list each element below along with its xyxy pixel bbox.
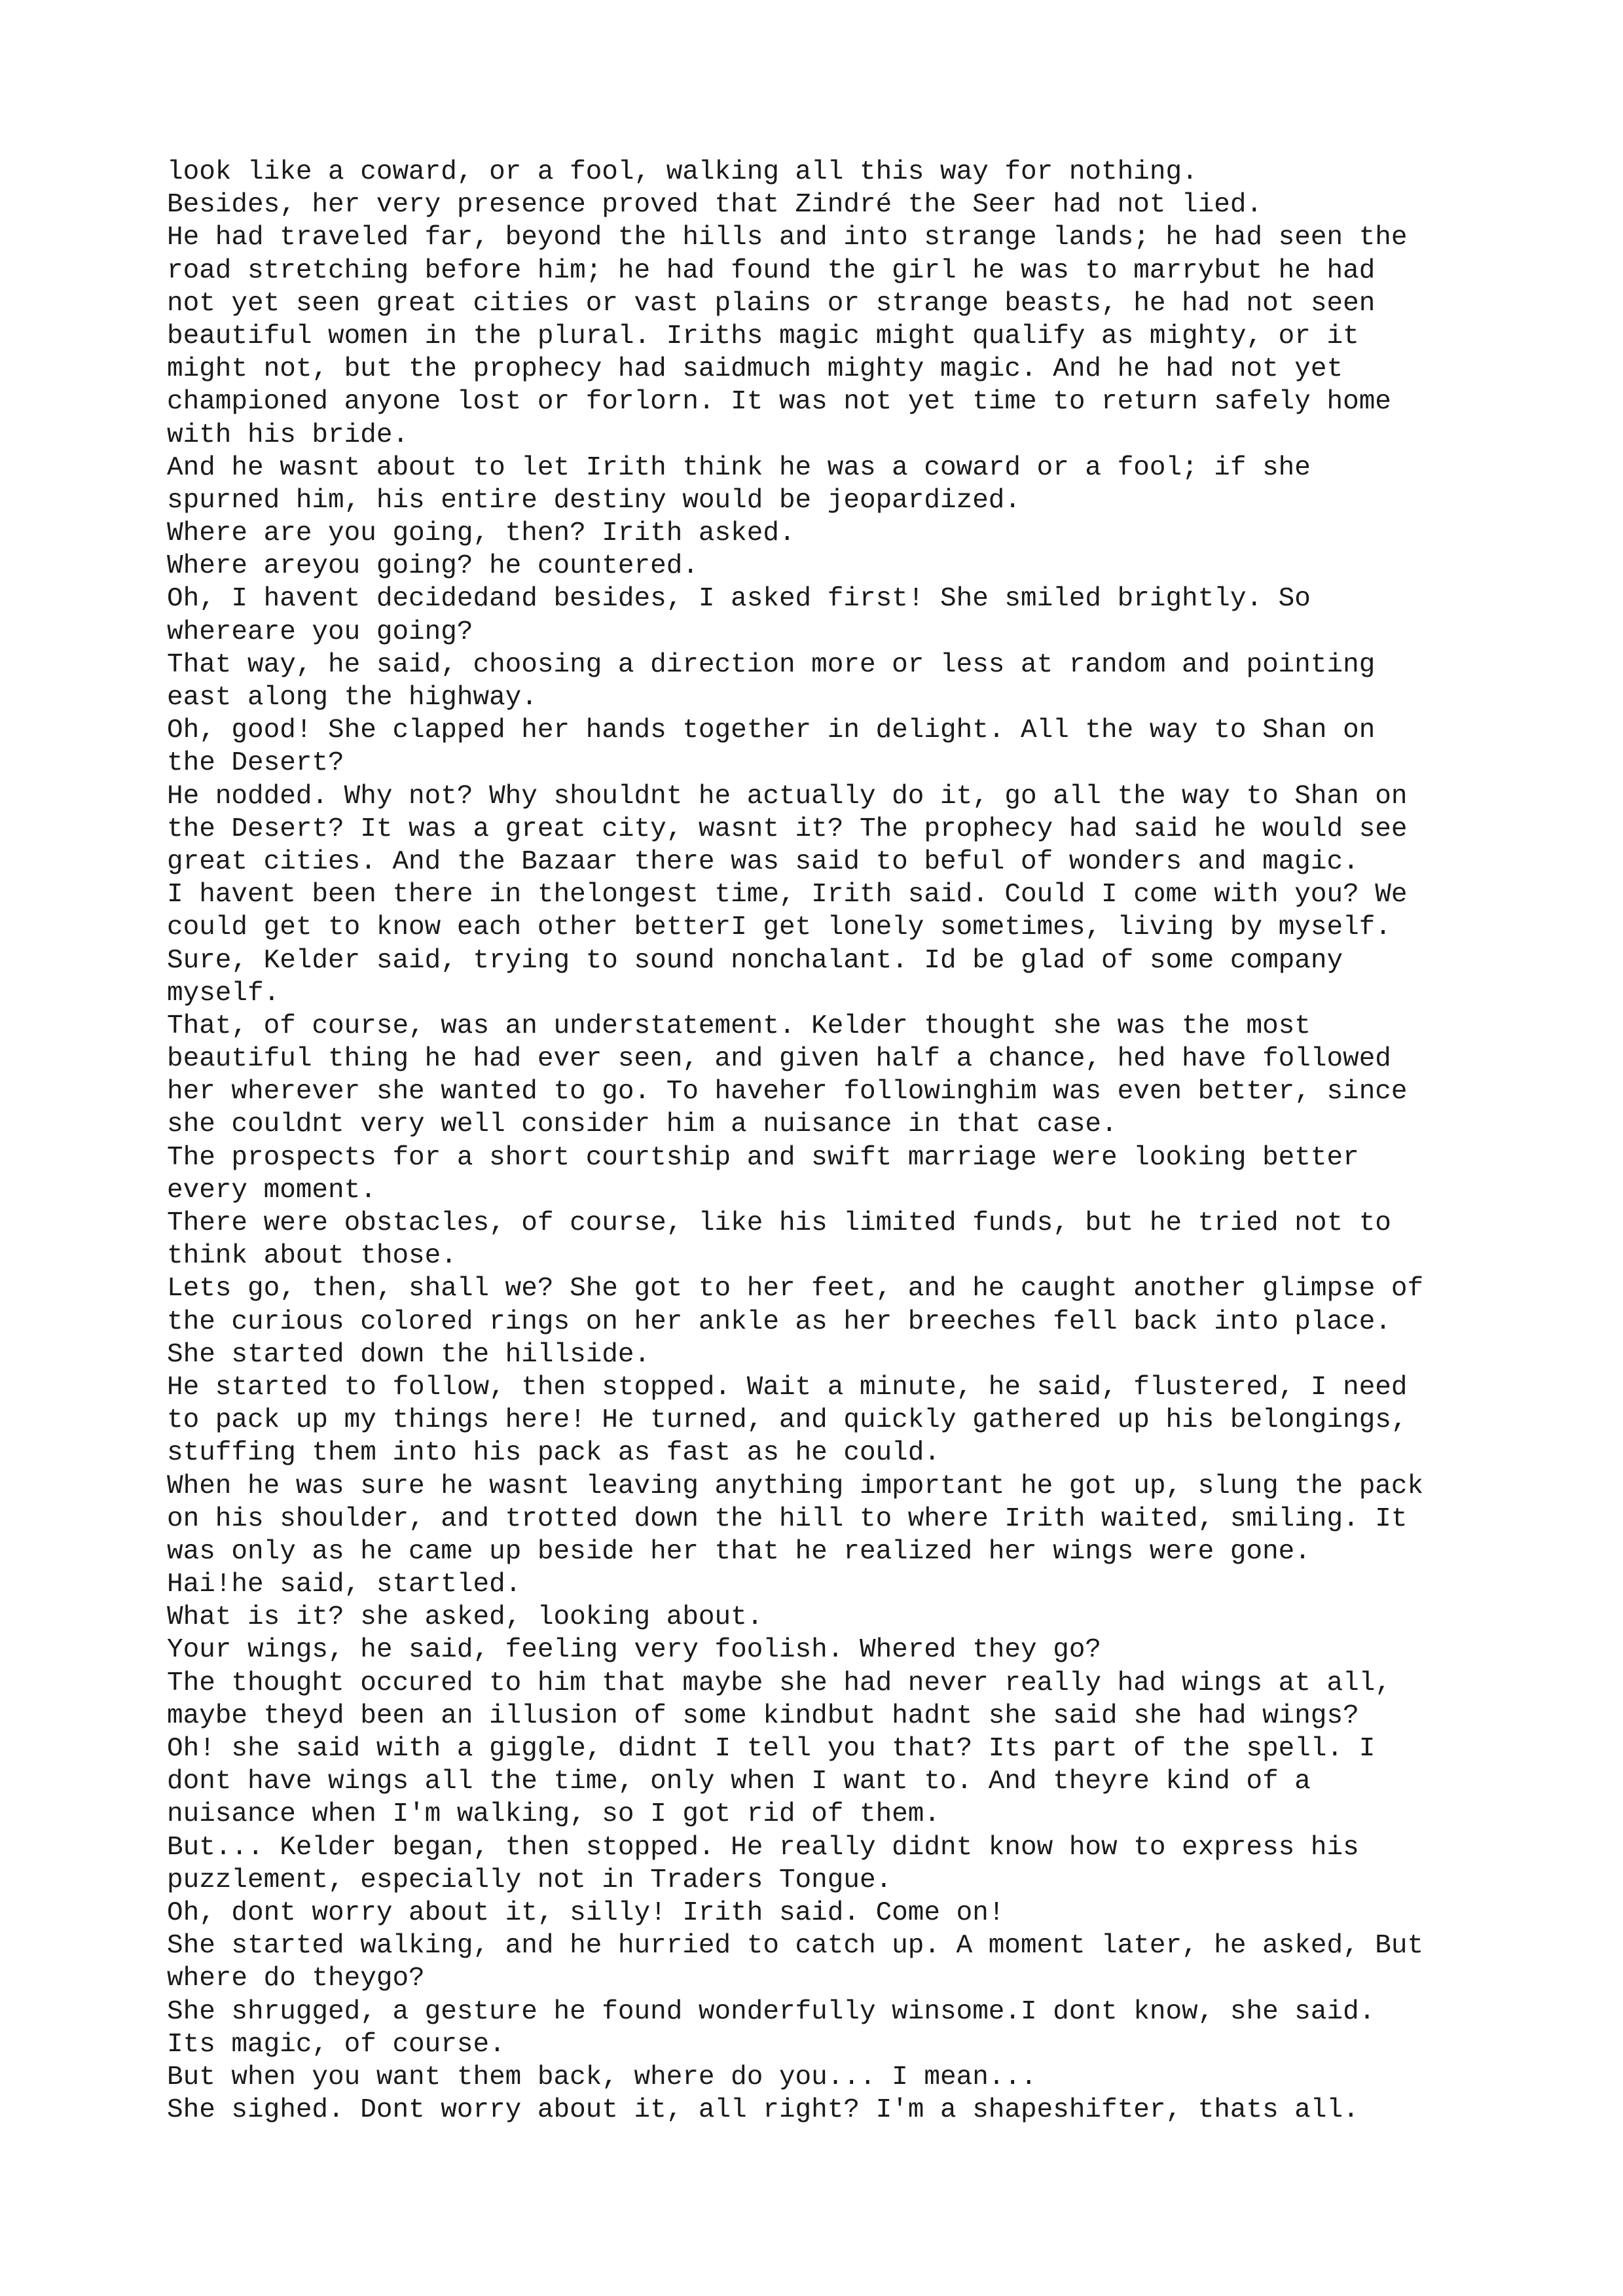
text-line: not yet seen great cities or vast plains or strange beasts, he had not seen (167, 288, 1376, 319)
text-line: She started down the hillside. (167, 1339, 651, 1370)
text-line: Oh, I havent decidedand besides, I asked first! She smiled brightly. So (167, 584, 1311, 615)
text-line: Where are you going, then? Irith asked. (167, 518, 795, 549)
text-line: beautiful thing he had ever seen, and given half a chance, hed have followed (167, 1044, 1391, 1075)
text-line: was only as he came up beside her that he realized her wings were gone. (167, 1536, 1311, 1567)
text-line: I havent been there in thelongest time, Irith said. Could I come with you? We (167, 880, 1408, 910)
text-line: whereare you going? (167, 617, 473, 647)
text-line: myself. (167, 978, 280, 1009)
text-line: Hai!he said, startled. (167, 1570, 522, 1600)
text-line: When he was sure he wasnt leaving anything important he got up, slung the pack (167, 1471, 1424, 1501)
text-line: stuffing them into his pack as fast as he could. (167, 1438, 940, 1469)
text-line: He had traveled far, beyond the hills and into strange lands; he had seen the (167, 223, 1408, 253)
text-line: could get to know each other betterI get lonely sometimes, living by myself. (167, 912, 1391, 943)
text-line: Oh! she said with a giggle, didnt I tell you that? Its part of the spell. I (167, 1734, 1376, 1764)
text-line: she couldnt very well consider him a nuisance in that case. (167, 1109, 1118, 1140)
text-line: Sure, Kelder said, trying to sound nonchalant. Id be glad of some company (167, 945, 1343, 976)
text-line: the Desert? (167, 748, 344, 779)
text-line: the curious colored rings on her ankle as her breeches fell back into place. (167, 1306, 1391, 1337)
text-line: every moment. (167, 1175, 376, 1206)
text-line: on his shoulder, and trotted down the hill to where Irith waited, smiling. It (167, 1503, 1408, 1534)
text-line: where do theygo? (167, 1964, 425, 1994)
text-line: She sighed. Dont worry about it, all right? I'm a shapeshifter, thats all. (167, 2095, 1359, 2126)
text-line: nuisance when I'm walking, so I got rid of them. (167, 1799, 940, 1830)
text-line: east along the highway. (167, 683, 538, 713)
text-line: Its magic, of course. (167, 2029, 505, 2060)
document-page (167, 156, 1542, 2126)
text-line: He started to follow, then stopped. Wait a minute, he said, flustered, I need (167, 1372, 1408, 1403)
text-line: her wherever she wanted to go. To haveher followinghim was even better, since (167, 1077, 1408, 1107)
text-line: He nodded. Why not? Why shouldnt he actually do it, go all the way to Shan on (167, 781, 1408, 812)
text-line: spurned him, his entire destiny would be jeopardized. (167, 485, 1021, 516)
text-line: might not, but the prophecy had saidmuch mighty magic. And he had not yet (167, 354, 1343, 385)
text-line: And he wasnt about to let Irith think he was a coward or a fool; if she (167, 452, 1311, 483)
text-line: road stretching before him; he had found the girl he was to marrybut he had (167, 255, 1376, 286)
text-line: Oh, dont worry about it, silly! Irith said. Come on! (167, 1897, 1005, 1928)
text-line: The prospects for a short courtship and swift marriage were looking better (167, 1142, 1359, 1173)
text-line: Oh, good! She clapped her hands together in delight. All the way to Shan on (167, 715, 1376, 746)
text-line: She shrugged, a gesture he found wonderfully winsome.I dont know, she said. (167, 1996, 1376, 2027)
text-line: think about those. (167, 1241, 457, 1272)
text-line: look like a coward, or a fool, walking all this way for nothing. (167, 157, 1198, 187)
text-line: The thought occured to him that maybe she had never really had wings at all, (167, 1668, 1391, 1698)
text-line: Lets go, then, shall we? She got to her feet, and he caught another glimpse of (167, 1274, 1424, 1304)
text-line: to pack up my things here! He turned, and quickly gathered up his belongings, (167, 1405, 1408, 1436)
text-line: dont have wings all the time, only when I want to. And theyre kind of a (167, 1767, 1311, 1797)
text-line: with his bride. (167, 420, 409, 450)
text-line: Besides, her very presence proved that Zindré the Seer had not lied. (167, 190, 1263, 221)
text-line: puzzlement, especially not in Traders Tongue. (167, 1865, 892, 1895)
text-line: maybe theyd been an illusion of some kindbut hadnt she said she had wings? (167, 1700, 1359, 1731)
text-line: But when you want them back, where do you... I mean... (167, 2062, 1037, 2092)
text-line: Where areyou going? he countered. (167, 551, 699, 582)
text-line: That way, he said, choosing a direction more or less at random and pointing (167, 649, 1376, 680)
text-line: great cities. And the Bazaar there was said to beful of wonders and magic. (167, 846, 1359, 877)
text-line: That, of course, was an understatement. Kelder thought she was the most (167, 1011, 1311, 1041)
text-line: championed anyone lost or forlorn. It was not yet time to return safely home (167, 387, 1391, 418)
text-line: Your wings, he said, feeling very foolish. Whered they go? (167, 1635, 1102, 1666)
text-line: the Desert? It was a great city, wasnt it? The prophecy had said he would see (167, 814, 1408, 844)
text-line: What is it? she asked, looking about. (167, 1602, 763, 1633)
text-line: There were obstacles, of course, like his limited funds, but he tried not to (167, 1208, 1391, 1238)
text-line: But... Kelder began, then stopped. He really didnt know how to express his (167, 1832, 1359, 1863)
text-line: beautiful women in the plural. Iriths magic might qualify as mighty, or it (167, 321, 1359, 351)
text-line: She started walking, and he hurried to catch up. A moment later, he asked, But (167, 1931, 1424, 1962)
